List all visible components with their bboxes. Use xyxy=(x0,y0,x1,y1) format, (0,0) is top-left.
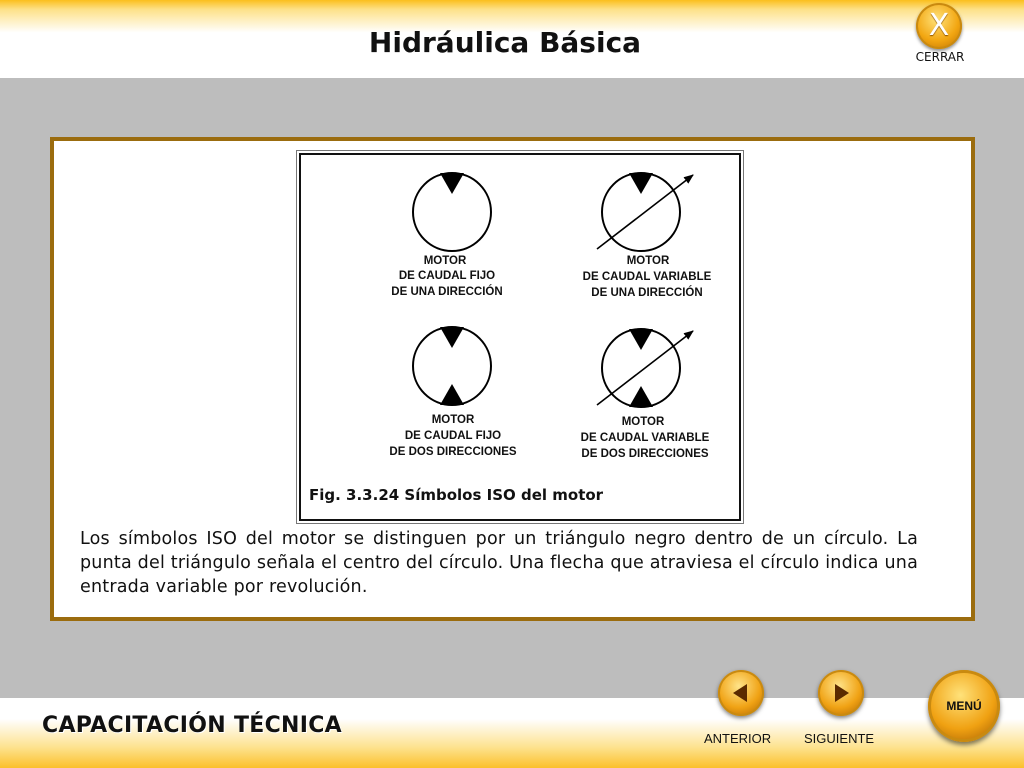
figure-caption: Fig. 3.3.24 Símbolos ISO del motor xyxy=(309,486,604,504)
symbol-2-label-line1: MOTOR xyxy=(626,255,670,267)
close-label: CERRAR xyxy=(915,50,965,64)
arrow-right-icon xyxy=(830,682,852,704)
symbol-1-label-line3: DE UNA DIRECCIÓN xyxy=(391,286,503,298)
close-button[interactable] xyxy=(916,3,962,49)
symbol-4-label-line1: MOTOR xyxy=(621,416,665,428)
iso-motor-symbols-figure xyxy=(299,153,741,521)
motor-symbol-fixed-two-directions xyxy=(413,327,491,405)
arrow-left-icon xyxy=(730,682,752,704)
page-title: Hidráulica Básica xyxy=(368,26,642,59)
brand-title: CAPACITACIÓN TÉCNICA xyxy=(42,713,343,738)
motor-symbol-fixed-one-direction xyxy=(413,173,491,251)
previous-button[interactable] xyxy=(718,670,764,716)
symbol-1-label-line1: MOTOR xyxy=(423,255,467,267)
figure-diagram xyxy=(301,155,739,519)
symbol-2-label-line2: DE CAUDAL VARIABLE xyxy=(582,271,712,283)
motor-symbol-variable-one-direction xyxy=(597,173,693,251)
symbol-3-label-line2: DE CAUDAL FIJO xyxy=(404,430,502,442)
description-text: Los símbolos ISO del motor se distinguen por un triángulo negro dentro de un círculo. La punta del triángulo señala el centro del círculo. Una flecha que atraviesa el círculo indica una entrada variable por revolución. xyxy=(80,529,918,597)
content-card xyxy=(50,137,975,621)
symbol-4-label-line3: DE DOS DIRECCIONES xyxy=(581,448,709,460)
motor-symbol-variable-two-directions xyxy=(597,329,693,407)
symbol-3-label-line3: DE DOS DIRECCIONES xyxy=(389,446,517,458)
menu-label: MENÚ xyxy=(946,699,982,713)
next-button[interactable] xyxy=(818,670,864,716)
symbol-1-label-line2: DE CAUDAL FIJO xyxy=(398,270,496,282)
symbol-2-label-line3: DE UNA DIRECCIÓN xyxy=(591,287,703,299)
header-bar xyxy=(0,0,1024,78)
menu-button[interactable] xyxy=(928,670,1000,742)
symbol-3-label-line1: MOTOR xyxy=(431,414,475,426)
symbol-4-label-line2: DE CAUDAL VARIABLE xyxy=(580,432,710,444)
next-label: SIGUIENTE xyxy=(804,731,875,746)
previous-label: ANTERIOR xyxy=(704,731,772,746)
close-icon: X xyxy=(928,8,950,43)
